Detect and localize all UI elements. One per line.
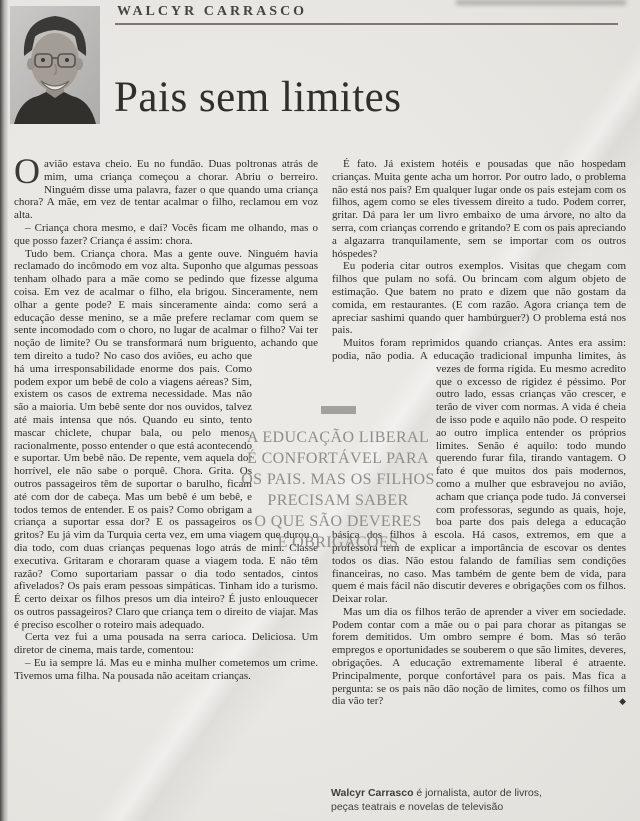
page-edge-shadow <box>0 0 8 821</box>
pull-quote <box>238 406 438 553</box>
paragraph <box>332 606 626 708</box>
paragraph-text: Muitos foram reprimidos quando crianças. Antes era assim: podia, não podia. A educação tradicional impunha <box>332 337 626 362</box>
columnist-name: WALCYR CARRASCO <box>117 4 308 19</box>
paragraph: Certa vez fui a uma pousada na serra carioca. Deliciosa. Um diretor de cinema, mais tarde, comentou: <box>14 631 318 657</box>
header-rule <box>115 23 618 25</box>
pull-quote-text: A EDUCAÇÃO LIBERAL É CONFORTÁVEL PARA OS PAIS. MAS OS FILHOS PRECISAM SABER O QUE SÃO DEVERES E OBRIGAÇÕES <box>241 429 435 551</box>
paragraph-text: Mas um dia os filhos terão de aprender a viver em sociedade. Podem contar com a mãe ou o pai para chorar as pitangas se forem demitidos. Um ombro sempre é bom. Mas só terão empregos e oportunidades se souberem o que são limites, deveres, obrigações. A educação extremamente liberal é atraente. Principalmente, porque confortável para os pais. Mas fica a pergunta: se os pais não dão noção de limites, como os filhos um dia vão ter? <box>332 605 626 708</box>
drop-cap: O <box>14 151 40 191</box>
paragraph <box>14 151 318 222</box>
scan-bleed <box>456 0 626 5</box>
pull-quote-bar <box>321 406 356 414</box>
byline-role: é jornalista, autor de livros, <box>413 787 542 799</box>
paragraph-text: Tudo bem. Criança chora. Mas a gente ouve. Ninguém havia reclamado do incômodo em voz alta. Suponho que algumas pessoas tenham olhado para a mãe como se pedindo que fizesse alguma coisa. Em vez de acalmar o filho, ela brigou. Sinceramente, nem olhar a gente pode? E mais sinceramente ainda: como será a educação desse menino, se a mãe prefere reclamar com quem se sente incomodado com o choro, no lugar de acalmar o filho? Vai ter noção de limite? Ou se transformará num briguento, achando que tem direito a tudo? <box>14 247 318 362</box>
paragraph: É fato. Já existem hotéis e pousadas que não hospedam crianças. Muita gente acha um horror. Por outro lado, o problema não está nos pais? Em qualquer lugar onde os pais estejam com os filhos, agem como se eles tivessem direito a tudo. Podem correr, gritar. Dá para ler um livro embaixo de uma árvore, no alto da serra, com crianças correndo e gritando? E com os pais apreciando a algazarra tranquilamente, sem se importar com os outros hóspedes? <box>332 158 626 260</box>
byline-author-name: Walcyr Carrasco <box>331 787 414 799</box>
paragraph-text: avião estava cheio. Eu no fundão. Duas poltronas atrás de mim, uma criança começou a chorar. Abriu o berreiro. Ninguém disse uma palavra, fazer o que quando uma criança chora? A mãe, em vez de tentar acalmar o filho, reclamou em voz alta. <box>14 158 318 222</box>
end-of-article-mark: ◆ <box>619 696 626 707</box>
paragraph: – Criança chora mesmo, e daí? Vocês ficam me olhando, mas o que posso fazer? Criança é assim: chora. <box>14 221 318 247</box>
author-photo <box>10 6 100 124</box>
article-title: Pais sem limites <box>114 74 402 121</box>
paragraph: Eu poderia citar outros exemplos. Visitas que chegam com filhos que pulam no sofá. Ou brincam com algum objeto de estimação. Que batem no prato e dizem que não gostam da comida, em restaurantes. (E com razão. Agora criança tem de apreciar sashimi quando quer hambúrguer?) O problema está nos pais. <box>332 260 626 337</box>
author-byline <box>331 786 621 814</box>
paragraph-text: limites, às vezes de forma rígida. Eu mesmo acredito que o excesso de rigidez é péssimo. Por outro lado, essas crianças vão crescer, e terão de viver com normas. A vida é cheia de isso pode e aquilo não pode. O respeito ao outro implica entender os próprios limites. Senão é aquilo: todo mundo querendo furar fila, tirando vantagem. O fato é que muitos dos pais modernos, como a mulher que esbravejou no avião, acham que criança pode tudo. Já conversei com professoras, segundo as quais, hoje, boa parte dos pais delega a educação básica dos filhos à escola. Há casos, extremos, em que a professora tem de explicar a importância de escovar os dentes todos os dias. Não estou falando de famílias sem condições financeiras, no caso. Mas também de gente bem de vida, para quem é mais fácil não discutir deveres e obrigações com os filhos. Deixar rolar. <box>332 349 627 606</box>
byline-role-2: peças teatrais e novelas de televisão <box>331 801 504 813</box>
paragraph: – Eu ia sempre lá. Mas eu e minha mulher cometemos um crime. Tivemos uma filha. Na pousada não aceitam crianças. <box>14 657 318 682</box>
paragraph-text: No caso dos aviões, eu acho que há uma irresponsabilidade enorme dos pais. Como podem expor um bebê de colo a viagens aéreas? Sim, existem os casos de extrema necessidade. Mas não são a maioria. Um bebê sente dor nos ouvidos, talvez até mais intensa que nós. Quando eu sinto, tento mascar chiclete, chupar bala, ou pelo menos, racionalmente, posso entender o que está acontecendo e suportar. Um bebê não. De repente, vem aquela dor horrível, ele não sabe o porquê. Chora. Grita. Os outros passageiros têm de suportar o barulho, ficam até com dor de cabeça. Mas um bebê é um bebê, e todos temos de entender. E os pais? Como obrigam a criança a suportar essa dor? E os passageiros os gritos? Eu já vim da Turquia certa vez, em uma viagem que durou o dia todo, com duas crianças pequenas logo atrás de mim. Classe executiva. Gritaram e choraram quase a viagem toda. E não têm razão? Como suportariam passar o dia todo sentados, cintos afivelados? Os pais eram pessoas simpáticas. Tinham ido a turismo. É certo deixar os filhos presos um dia inteiro? É justo enlouquecer os outros passageiros? Claro que criança tem o direito de viajar. Mas é preciso escolher o roteiro mais adequado. <box>14 349 318 631</box>
